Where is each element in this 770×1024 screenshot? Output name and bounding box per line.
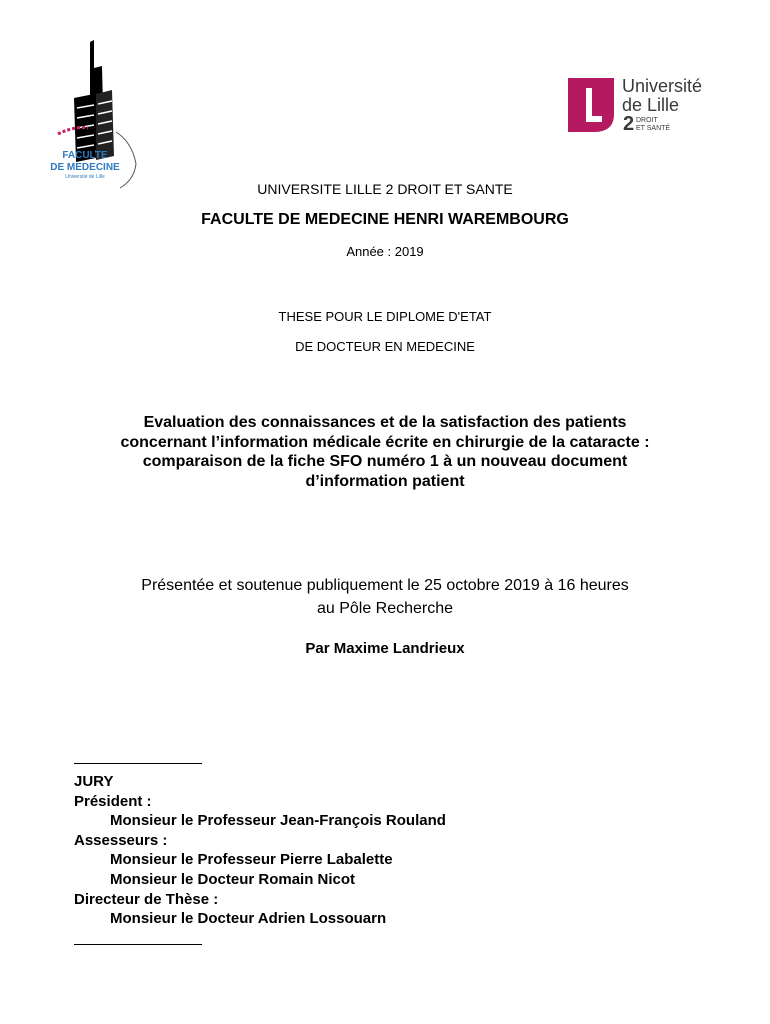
thesis-type-line2: DE DOCTEUR EN MEDECINE xyxy=(295,339,475,354)
presentation-date: Présentée et soutenue publiquement le 25 octobre 2019 à 16 heures xyxy=(141,577,629,594)
jury-assessor: Monsieur le Professeur Pierre Labalette xyxy=(110,851,393,869)
faculty-name: FACULTE DE MEDECINE HENRI WAREMBOURG xyxy=(201,211,569,228)
university-logo-tag2: ET SANTÉ xyxy=(636,125,671,132)
university-logo-number: 2 xyxy=(623,113,635,135)
thesis-title-line: comparaison de la fiche SFO numéro 1 à un nouveau document xyxy=(142,453,628,470)
thesis-title-line: concernant l’information médicale écrite en chirurgie de la cataracte : xyxy=(120,433,650,451)
jury-bottom-rule xyxy=(74,944,202,945)
faculty-logo-subtitle: Université de Lille xyxy=(65,174,105,180)
university-logo-line2: de Lille xyxy=(622,95,680,115)
academic-year: Année : 2019 xyxy=(346,244,424,259)
thesis-title-line: d’information patient xyxy=(305,472,465,490)
jury-top-rule xyxy=(74,763,202,764)
presentation-location: au Pôle Recherche xyxy=(316,600,454,617)
faculty-logo-name xyxy=(50,150,120,174)
university-logo-tag1: DROIT xyxy=(636,117,658,124)
university-name: UNIVERSITE LILLE 2 DROIT ET SANTE xyxy=(257,181,513,197)
thesis-title xyxy=(0,413,770,491)
jury-director-label: Directeur de Thèse : xyxy=(74,890,219,908)
thesis-type-line1: THESE POUR LE DIPLOME D'ETAT xyxy=(278,309,492,324)
jury-heading: JURY xyxy=(74,773,114,790)
presentation-info xyxy=(0,574,770,620)
author-name: Par Maxime Landrieux xyxy=(305,640,465,657)
faculty-logo-line2: DE MEDECINE xyxy=(50,162,120,173)
thesis-title-line: Evaluation des connaissances et de la satisfaction des patients xyxy=(143,414,627,431)
jury-block xyxy=(74,772,446,929)
jury-assessors-label: Assesseurs : xyxy=(74,831,168,849)
jury-director: Monsieur le Docteur Adrien Lossouarn xyxy=(110,910,387,928)
jury-assessor: Monsieur le Docteur Romain Nicot xyxy=(110,870,356,888)
university-logo-line1: Université xyxy=(622,76,703,96)
faculty-logo-line1: FACULTE xyxy=(62,150,108,161)
jury-president-label: Président : xyxy=(74,792,152,810)
jury-president: Monsieur le Professeur Jean-François Rouland xyxy=(110,812,446,830)
